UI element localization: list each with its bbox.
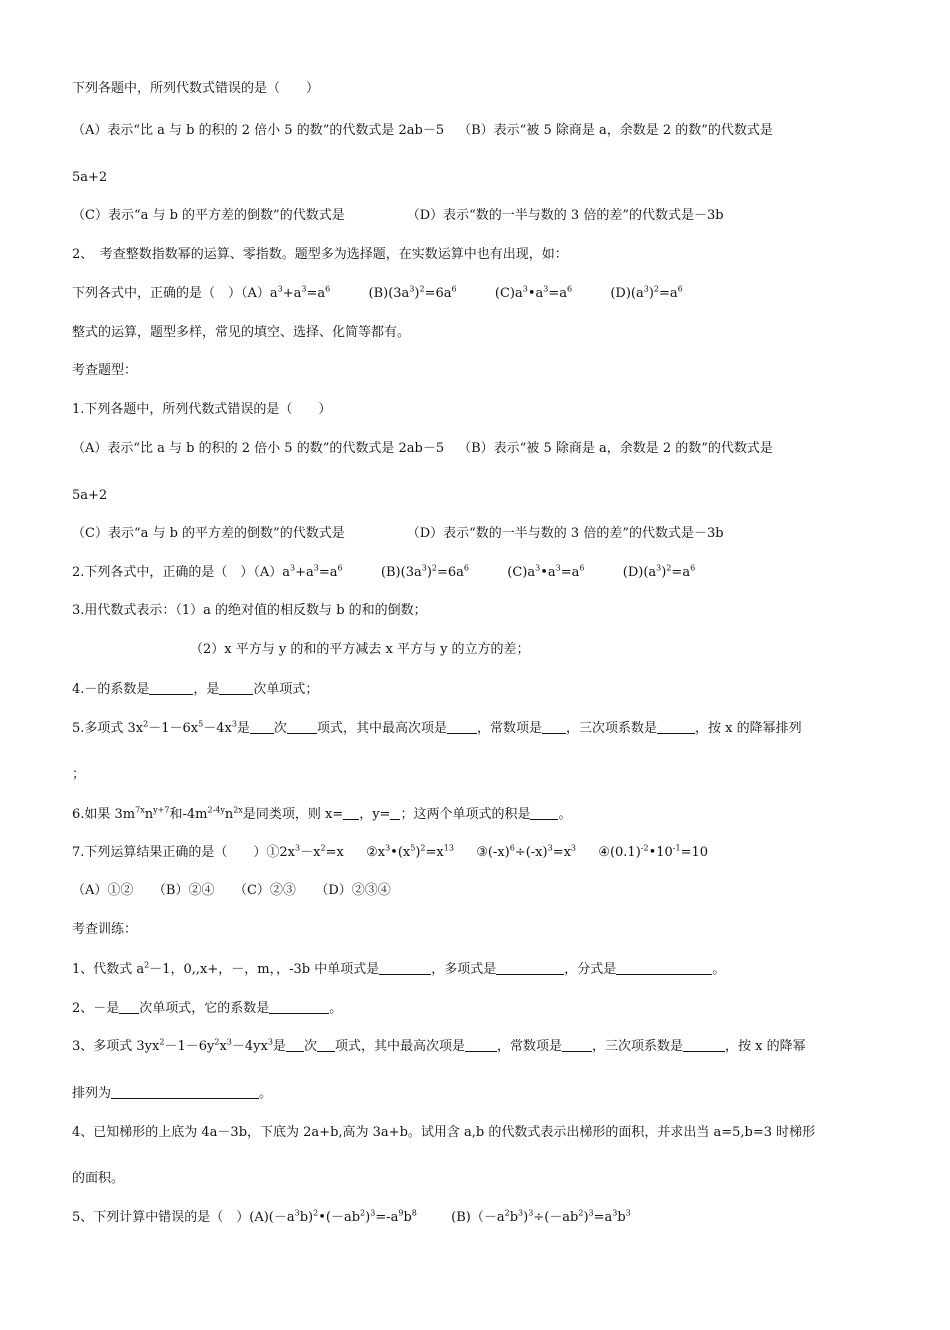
- answer-blank[interactable]: [119, 999, 139, 1014]
- answer-blank[interactable]: [219, 680, 253, 695]
- section-heading: 考查题型：: [72, 363, 138, 378]
- question-5: 5.多项式 $3x^2-1-6x^5-4x^3$是 次 项式，其中最高次项是 ，常数项是 ，三次项系数是 ，按 x 的降幂排列: [72, 719, 802, 736]
- answer-blank[interactable]: [657, 719, 695, 734]
- answer-blank[interactable]: [616, 960, 712, 975]
- answer-blank[interactable]: [286, 1037, 304, 1052]
- training-heading: 考查训练：: [72, 922, 138, 937]
- option-a-b: （A）表示“比 a 与 b 的积的 2 倍小 5 的数”的代数式是 2ab－5 （B）表示“被 5 除商是 a，余数是 2 的数”的代数式是: [72, 123, 773, 138]
- question-3: 3.用代数式表示：（1）a 的绝对值的相反数与 b 的和的倒数；: [72, 603, 427, 618]
- answer-blank[interactable]: [379, 960, 431, 975]
- training-3: 3、多项式 $3yx^2-1-6y^2x^3-4yx^3$是 次 项式，其中最高次项是 ，常数项是 ，三次项系数是 ，按 x 的降幂: [72, 1037, 806, 1054]
- exponent-question: 下列各式中，正确的是（ ）$(A)a^3+a^3=a^6$ $(B)(3a^3)^2=6a^6$ $(C)a^3•a^3=a^6$ $(D)(a^3)^2=a^6$: [72, 284, 683, 301]
- option-b-answer: 5a+2: [72, 170, 108, 185]
- option-c-d: （C）表示“a 与 b 的平方差的倒数”的代数式是 （D）表示“数的一半与数的 3 倍的差”的代数式是－3b: [72, 208, 724, 223]
- training-5: 5、下列计算中错误的是（ ）$(A)(-a^3b)^2•(-ab^2)^3=-a^9b^8$ $(B)(-a^2b^3)^3\div(-ab^2)^3=a^3b^3$: [72, 1208, 631, 1225]
- answer-blank[interactable]: [465, 1037, 497, 1052]
- training-3-continued: 排列为 。: [72, 1086, 273, 1101]
- training-2: 2、－是 次单项式，它的系数是 。: [72, 1001, 343, 1016]
- q1-option-a-b: （A）表示“比 a 与 b 的积的 2 倍小 5 的数”的代数式是 2ab－5 （B）表示“被 5 除商是 a，余数是 2 的数”的代数式是: [72, 441, 773, 456]
- answer-blank[interactable]: [447, 719, 477, 734]
- answer-blank[interactable]: [250, 719, 274, 734]
- question-7: 7.下列运算结果正确的是（ ）$①2x^3-x^2=x$ $②x^3•(x^5)^2=x^{13}$ $③(-x)^6\div(-x)^3=x^3$ $④(0.1)^{-2}•10^{-1}=10$: [72, 843, 709, 860]
- answer-blank[interactable]: [562, 1037, 592, 1052]
- q1-option-b-answer: 5a+2: [72, 488, 108, 503]
- question-4: 4.－的系数是 ，是 次单项式；: [72, 682, 319, 697]
- answer-blank[interactable]: [542, 719, 566, 734]
- answer-blank[interactable]: [317, 1037, 335, 1052]
- answer-blank[interactable]: [111, 1084, 259, 1099]
- question-6: 6.如果 $3m^{7x}n^{y+7}$和$-4m^{2-4y}n^{2x}$是同类项，则 x= ，y= ；这两个单项式的积是 。: [72, 805, 572, 822]
- training-4-continued: 的面积。: [72, 1171, 125, 1186]
- answer-blank[interactable]: [149, 680, 193, 695]
- answer-blank[interactable]: [390, 805, 400, 820]
- answer-blank[interactable]: [683, 1037, 725, 1052]
- question-1: 1.下列各题中，所列代数式错误的是（ ）: [72, 402, 332, 417]
- answer-blank[interactable]: [269, 999, 329, 1014]
- training-4: 4、已知梯形的上底为 4a－3b，下底为 2a+b,高为 3a+b。试用含 a,b 的代数式表示出梯形的面积，并求出当 a=5,b=3 时梯形: [72, 1125, 816, 1140]
- training-1: 1、代数式 $a^2-1$，0,,x+，－，m，，-3b 中单项式是 ，多项式是 ，分式是 。: [72, 960, 726, 977]
- question-3-part-2: （2）x 平方与 y 的和的平方减去 x 平方与 y 的立方的差；: [190, 642, 530, 657]
- answer-blank[interactable]: [496, 960, 564, 975]
- question-7-options: （A）①② （B）②④ （C）②③ （D）②③④: [72, 883, 391, 898]
- question-intro: 下列各题中，所列代数式错误的是（ ）: [72, 81, 320, 96]
- section-text: 整式的运算，题型多样，常见的填空、选择、化简等都有。: [72, 325, 411, 340]
- q1-option-c-d: （C）表示“a 与 b 的平方差的倒数”的代数式是 （D）表示“数的一半与数的 3 倍的差”的代数式是－3b: [72, 526, 724, 541]
- answer-blank[interactable]: [530, 805, 558, 820]
- question-2: 2.下列各式中，正确的是（ ）$(A)a^3+a^3=a^6$ $(B)(3a^3)^2=6a^6$ $(C)a^3•a^3=a^6$ $(D)(a^3)^2=a^6$: [72, 563, 696, 580]
- question-5-end: ；: [72, 767, 86, 782]
- section-2-intro: 2、 考查整数指数幂的运算、零指数。题型多为选择题，在实数运算中也有出现，如：: [72, 247, 568, 262]
- answer-blank[interactable]: [343, 805, 359, 820]
- answer-blank[interactable]: [287, 719, 317, 734]
